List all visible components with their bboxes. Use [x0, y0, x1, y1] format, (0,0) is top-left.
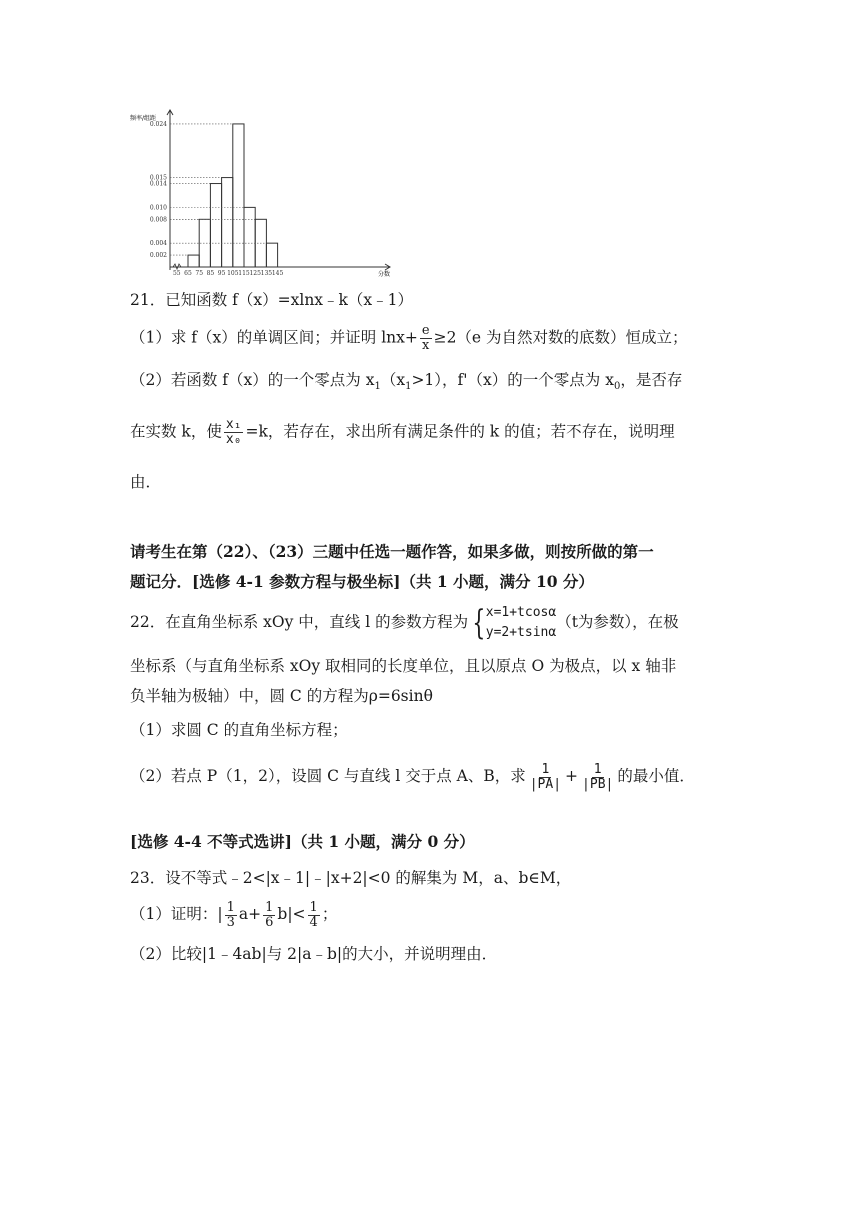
fraction-x1-over-x0 [224, 418, 244, 447]
x-tick-label: 125 [249, 270, 261, 277]
histogram-bar [188, 255, 199, 267]
x-tick-label: 135 [260, 270, 273, 277]
q22-part1: （1）求圆 C 的直角坐标方程； [130, 721, 348, 739]
x-tick-label: 75 [195, 270, 204, 277]
histogram-bar [266, 243, 277, 267]
q22-text: 22．在直角坐标系 xOy 中，直线 l 的参数方程为 [130, 613, 469, 631]
fraction-numerator: 1 [265, 899, 274, 915]
q21-text: 在实数 k，使 [130, 422, 222, 441]
histogram-bar [210, 184, 221, 267]
x-axis-label: 分数 [378, 271, 391, 278]
fraction-numerator: 1 [541, 761, 550, 777]
fraction-numerator: x₁ [225, 417, 242, 432]
subscript: 0 [613, 381, 621, 393]
q22-line1 [130, 602, 679, 643]
q21-part1-text-2: ≥2（e 为自然对数的底数）恒成立； [433, 328, 688, 347]
q22-line3: 负半轴为极轴）中，圆 C 的方程为ρ=6sinθ [130, 687, 433, 705]
histogram-chart [128, 102, 398, 282]
x-tick-label: 95 [217, 270, 226, 277]
y-tick-label: 0.010 [149, 204, 167, 212]
fraction-denominator: x [422, 338, 430, 353]
q22-part2-text: （2）若点 P（1，2），设圆 C 与直线 l 交于点 A、B，求 [130, 767, 526, 785]
q21-text-2: =k，若存在，求出所有满足条件的 k 的值；若不存在，说明理 [245, 422, 675, 441]
histogram-bar [233, 124, 244, 267]
fraction-denominator: x₀ [225, 432, 242, 447]
left-brace: { [472, 603, 486, 643]
fraction-1-over-pa [528, 763, 563, 792]
x-tick-label: 55 [172, 270, 181, 277]
x-tick-label: 115 [238, 270, 250, 277]
y-tick-label: 0.015 [149, 174, 167, 182]
fraction-numerator: 1 [226, 899, 235, 915]
y-tick-label: 0.024 [149, 120, 167, 128]
histogram-bar [222, 178, 233, 267]
q21-part2-text-2: （x [380, 371, 406, 389]
x-tick-label: 85 [206, 270, 215, 277]
fraction-e-over-x [420, 324, 432, 353]
q21-part1 [130, 324, 688, 353]
q21-part2-text-3: >1），f'（x）的一个零点为 x [411, 371, 614, 389]
q23-part1 [130, 896, 337, 932]
subscript: 1 [374, 381, 381, 393]
q23-part2: （2）比较|1﹣4ab|与 2|a﹣b|的大小，并说明理由． [130, 945, 498, 963]
q23-line1: 23．设不等式﹣2<|x﹣1|﹣|x+2|<0 的解集为 M，a、b∈M， [130, 869, 572, 887]
section-header-line2: 题记分．[选修 4-1 参数方程与极坐标]（共 1 小题，满分 10 分） [130, 572, 594, 591]
fraction-numerator: 1 [593, 761, 602, 777]
q21-part2-line2 [130, 418, 675, 447]
q23-part1-text-2: a+ [238, 905, 262, 923]
equation-y: y=2+tsinα [485, 625, 557, 640]
fraction-numerator: 1 [309, 899, 318, 915]
fraction-1-over-3 [225, 901, 237, 930]
q21-part2-text-4: ，是否存 [620, 371, 683, 389]
histogram-marks [150, 110, 390, 277]
q21-part2-text: （2）若函数 f（x）的一个零点为 x [130, 371, 375, 389]
x-tick-label: 145 [271, 270, 284, 277]
fraction-denominator: 4 [309, 914, 318, 930]
section-header-line1: 请考生在第（22）、（23）三题中任选一题作答，如果多做，则按所做的第一 [130, 542, 654, 561]
fraction-1-over-4 [308, 901, 320, 930]
equation-x: x=1+tcosα [485, 605, 557, 620]
fraction-denominator: |PA| [529, 776, 562, 792]
y-tick-label: 0.014 [149, 180, 167, 188]
fraction-denominator: 3 [226, 914, 235, 930]
x-tick-label: 65 [184, 270, 192, 277]
y-tick-label: 0.004 [149, 240, 167, 248]
fraction-1-over-6 [263, 901, 275, 930]
plus-sign: + [565, 767, 579, 785]
fraction-numerator: e [421, 323, 430, 338]
q22-line2: 坐标系（与直角坐标系 xOy 取相同的长度单位，且以原点 O 为极点，以 x 轴非 [130, 657, 677, 675]
x-tick-label: 105 [227, 270, 239, 277]
y-tick-label: 0.008 [149, 216, 167, 224]
q22-part2-text-2: 的最小值． [617, 767, 695, 785]
q21-title: 21．已知函数 f（x）=xlnx﹣k（x﹣1） [130, 291, 414, 309]
section2-header: [选修 4-4 不等式选讲]（共 1 小题，满分 0 分） [130, 832, 475, 851]
fraction-1-over-pb [580, 763, 615, 792]
q21-part2 [130, 368, 682, 399]
q23-part1-text-3: b|< [277, 905, 306, 923]
subscript: 1 [405, 381, 412, 393]
q23-part1-text-4: ； [321, 905, 338, 923]
parametric-system [486, 603, 556, 643]
q22-part2 [130, 758, 695, 794]
histogram-bar [244, 207, 255, 267]
y-tick-label: 0.002 [149, 252, 167, 260]
q21-part1-text: （1）求 f（x）的单调区间；并证明 lnx+ [130, 328, 418, 347]
fraction-denominator: |PB| [582, 776, 614, 792]
fraction-denominator: 6 [265, 914, 274, 930]
q22-text-2: （t为参数），在极 [556, 613, 679, 631]
y-axis-label: 频率/组距 [130, 115, 157, 122]
q23-part1-text: （1）证明：| [130, 905, 223, 923]
q21-part2-line3: 由． [130, 473, 162, 491]
